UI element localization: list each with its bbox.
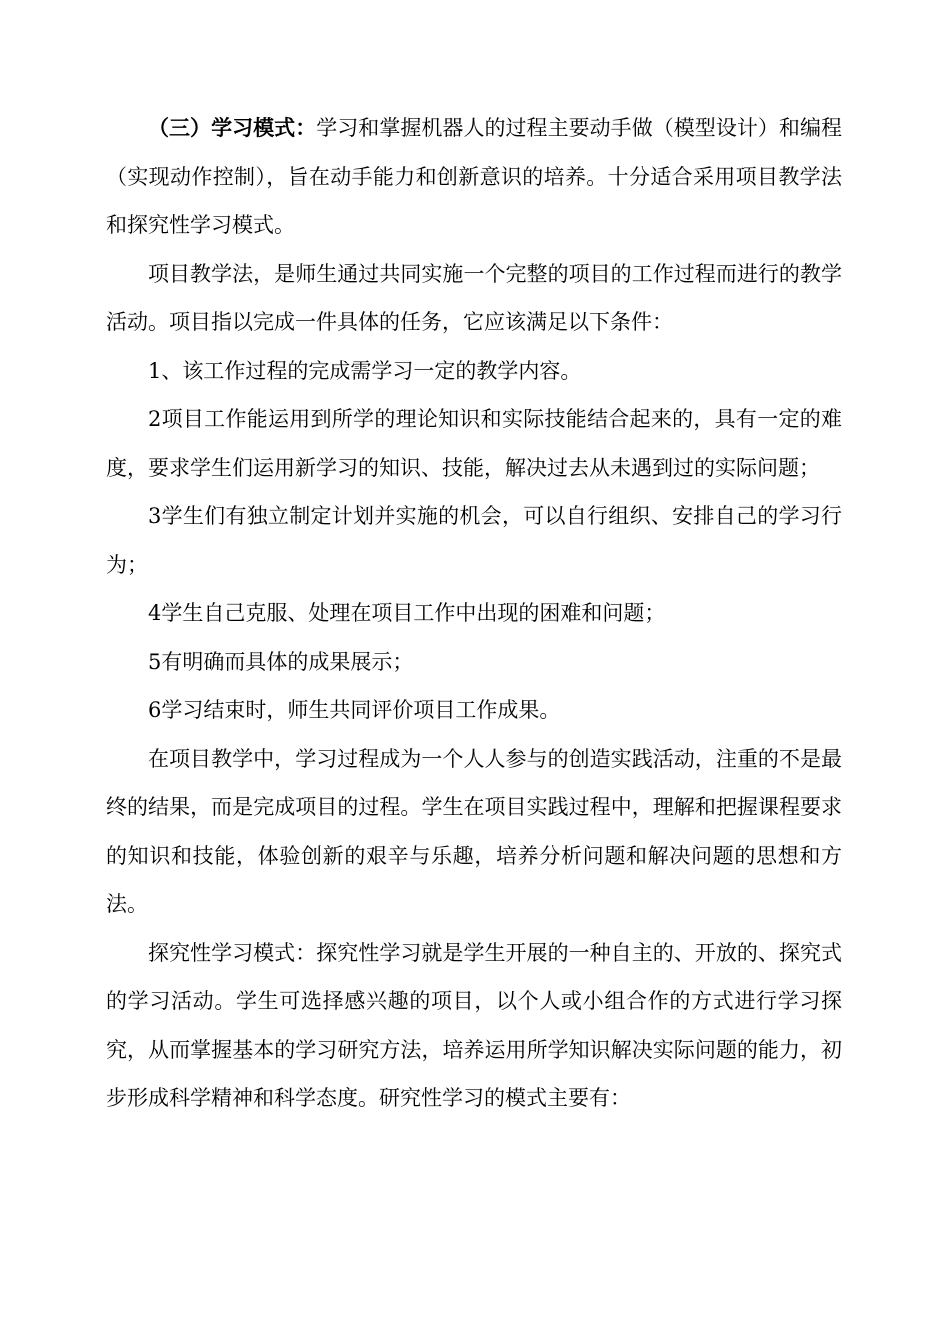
paragraph-project-teaching: 项目教学法，是师生通过共同实施一个完整的项目的工作过程而进行的教学活动。项目指以完成一件具体的任务，它应该满足以下条件： <box>106 261 842 334</box>
list-item-6: 6学习结束时，师生共同评价项目工作成果。 <box>148 698 561 722</box>
paragraph-project-process: 在项目教学中，学习过程成为一个人人参与的创造实践活动，注重的不是最终的结果，而是完成项目的过程。学生在项目实践过程中，理解和把握课程要求的知识和技能，体验创新的艰辛与乐趣，培养分析问题和解决问题的思想和方法。 <box>106 746 842 916</box>
paragraph-inquiry-learning: 探究性学习模式：探究性学习就是学生开展的一种自主的、开放的、探究式的学习活动。学生可选择感兴趣的项目，以个人或小组合作的方式进行学习探究，从而掌握基本的学习研究方法，培养运用所学知识解决实际问题的能力，初步形成科学精神和科学态度。研究性学习的模式主要有： <box>106 940 842 1110</box>
paragraph-text: 学习和掌握机器人的过程主要动手做（模型设计）和编程（实现动作控制），旨在动手能力和创新意识的培养。十分适合采用项目教学法和探究性学习模式。 <box>106 116 842 237</box>
list-item-1: 1、该工作过程的完成需学习一定的教学内容。 <box>148 358 582 383</box>
section-heading: （三）学习模式： <box>148 115 317 140</box>
paragraph-learning-mode <box>106 104 842 250</box>
list-item-3: 3学生们有独立制定计划并实施的机会，可以自行组织、安排自己的学习行为； <box>106 504 842 577</box>
list-item-4: 4学生自己克服、处理在项目工作中出现的困难和问题； <box>148 601 666 625</box>
list-item-5: 5有明确而具体的成果展示； <box>148 649 414 674</box>
document-page <box>106 104 842 1123</box>
list-item-2: 2项目工作能运用到所学的理论知识和实际技能结合起来的，具有一定的难度，要求学生们运用新学习的知识、技能，解决过去从未遇到过的实际问题； <box>106 407 842 480</box>
